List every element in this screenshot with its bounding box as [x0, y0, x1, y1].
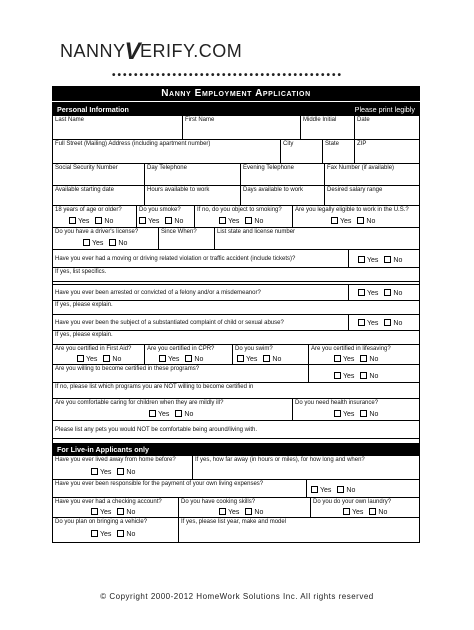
lived-away-no-checkbox[interactable]: [117, 468, 124, 475]
cooking-no-checkbox[interactable]: [245, 508, 252, 515]
license-question: Do you have a driver's license?: [53, 228, 159, 250]
license-yes-no[interactable]: Yes No: [83, 239, 127, 249]
days-available-field[interactable]: Days available to work: [241, 186, 325, 206]
health-insurance-no-checkbox[interactable]: [360, 410, 367, 417]
laundry-question: Do you do your own laundry?: [311, 498, 419, 518]
violation-yes-checkbox[interactable]: [358, 256, 365, 263]
street-address-field[interactable]: Full Street (Mailing) Address (including apartment number): [53, 140, 281, 164]
felony-yes-no[interactable]: Yes No: [358, 289, 402, 299]
cooking-yes-checkbox[interactable]: [219, 508, 226, 515]
felony-explain-field[interactable]: If yes, please explain.: [53, 301, 419, 315]
felony-no-checkbox[interactable]: [384, 289, 391, 296]
health-insurance-yes-checkbox[interactable]: [334, 410, 341, 417]
expenses-yes-checkbox[interactable]: [311, 486, 318, 493]
willing-no-checkbox[interactable]: [360, 372, 367, 379]
license-no-checkbox[interactable]: [109, 239, 116, 246]
age-yes-checkbox[interactable]: [69, 217, 76, 224]
form-title: Nanny Employment Application: [52, 86, 420, 101]
swim-yes-no[interactable]: Yes No: [237, 355, 281, 365]
salary-range-field[interactable]: Desired salary range: [325, 186, 419, 206]
lifesaving-yes-checkbox[interactable]: [334, 355, 341, 362]
state-field[interactable]: State: [323, 140, 355, 164]
violation-specifics-field[interactable]: If yes, list specifics.: [53, 268, 419, 282]
violation-no-checkbox[interactable]: [384, 256, 391, 263]
day-telephone-field[interactable]: Day Telephone: [145, 164, 241, 186]
first-aid-no-checkbox[interactable]: [103, 355, 110, 362]
swim-question: Do you swim?: [233, 345, 309, 365]
section-live-in: For Live-in Applicants only: [53, 443, 419, 456]
checking-question: Have you ever had a checking account?: [53, 498, 179, 518]
complaint-explain-field[interactable]: If yes, please explain.: [53, 331, 419, 345]
eligible-yes-no[interactable]: Yes No: [331, 217, 375, 227]
object-smoking-yes-no[interactable]: Yes No: [219, 217, 263, 227]
mildly-ill-no-checkbox[interactable]: [175, 410, 182, 417]
nannyverify-logo: NANNYVERIFY.COM: [60, 38, 243, 65]
first-aid-yes-checkbox[interactable]: [77, 355, 84, 362]
vehicle-no-checkbox[interactable]: [117, 530, 124, 537]
first-name-field[interactable]: First Name: [183, 116, 301, 140]
eligible-yes-checkbox[interactable]: [331, 217, 338, 224]
eligible-question: Are you legally eligible to work in the U.S.?: [293, 206, 419, 228]
violation-question: Have you ever had a moving or driving related violation or traffic accident (include tickets)?: [53, 250, 349, 268]
lifesaving-no-checkbox[interactable]: [360, 355, 367, 362]
checking-yes-no[interactable]: Yes No: [91, 508, 135, 518]
object-smoking-question: If no, do you object to smoking?: [195, 206, 293, 228]
cooking-question: Do you have cooking skills?: [179, 498, 311, 518]
smoke-no-checkbox[interactable]: [165, 217, 172, 224]
copyright-footer: © Copyright 2000-2012 HomeWork Solutions Inc. All rights reserved: [100, 592, 374, 601]
city-field[interactable]: City: [281, 140, 323, 164]
lifesaving-yes-no[interactable]: Yes No: [334, 355, 378, 365]
vehicle-question: Do you plan on bringing a vehicle?: [53, 518, 179, 542]
middle-initial-field[interactable]: Middle Initial: [301, 116, 355, 140]
smoke-yes-no[interactable]: Yes No: [139, 217, 183, 227]
not-willing-field[interactable]: If no, please list which programs you are NOT willing to become certified in: [53, 383, 419, 399]
lived-away-question: Have you ever lived away from home before?: [53, 456, 193, 480]
felony-yes-checkbox[interactable]: [358, 289, 365, 296]
object-smoking-no-checkbox[interactable]: [245, 217, 252, 224]
laundry-yes-checkbox[interactable]: [343, 508, 350, 515]
mildly-ill-yes-checkbox[interactable]: [149, 410, 156, 417]
swim-yes-checkbox[interactable]: [237, 355, 244, 362]
license-since-field[interactable]: Since When?: [159, 228, 215, 250]
fax-field[interactable]: Fax Number (if available): [325, 164, 419, 186]
health-insurance-question: Do you need health insurance?: [293, 399, 419, 421]
complaint-question: Have you ever been the subject of a substantiated complaint of child or sexual abuse?: [53, 315, 349, 331]
first-aid-yes-no[interactable]: Yes No: [77, 355, 121, 365]
start-date-field[interactable]: Available starting date: [53, 186, 145, 206]
date-field[interactable]: Date: [355, 116, 419, 140]
cpr-no-checkbox[interactable]: [185, 355, 192, 362]
ssn-field[interactable]: Social Security Number: [53, 164, 145, 186]
lived-away-yes-checkbox[interactable]: [91, 468, 98, 475]
expenses-yes-no[interactable]: Yes No: [311, 486, 355, 496]
complaint-yes-checkbox[interactable]: [358, 319, 365, 326]
eligible-no-checkbox[interactable]: [357, 217, 364, 224]
first-aid-question: Are you certified in First Aid?: [53, 345, 145, 365]
how-far-field[interactable]: If yes, how far away (in hours or miles), for how long and when?: [193, 456, 419, 480]
section-personal-information: Personal Information Please print legibly: [53, 103, 419, 116]
violation-yes-no[interactable]: Yes No: [358, 256, 402, 266]
expenses-no-checkbox[interactable]: [337, 486, 344, 493]
last-name-field[interactable]: Last Name: [53, 116, 183, 140]
smoke-question: Do you smoke?: [137, 206, 195, 228]
application-form: [52, 102, 420, 543]
swim-no-checkbox[interactable]: [263, 355, 270, 362]
felony-question: Have you ever been arrested or convicted of a felony and/or a misdemeanor?: [53, 285, 349, 301]
willing-yes-no[interactable]: Yes No: [334, 372, 378, 382]
hours-available-field[interactable]: Hours available to work: [145, 186, 241, 206]
pets-field[interactable]: Please list any pets you would NOT be comfortable being around/living with.: [53, 421, 419, 439]
license-number-field[interactable]: List state and license number: [215, 228, 419, 250]
age-no-checkbox[interactable]: [95, 217, 102, 224]
mildly-ill-question: Are you comfortable caring for children when they are mildly ill?: [53, 399, 293, 421]
checking-yes-checkbox[interactable]: [91, 508, 98, 515]
cooking-yes-no[interactable]: Yes No: [219, 508, 263, 518]
cpr-question: Are you certified in CPR?: [145, 345, 233, 365]
laundry-no-checkbox[interactable]: [369, 508, 376, 515]
willing-question: Are you willing to become certified in these programs?: [53, 365, 309, 383]
age-question: 18 years of age or older?: [53, 206, 137, 228]
cpr-yes-no[interactable]: Yes No: [159, 355, 203, 365]
vehicle-yes-no[interactable]: Yes No: [91, 530, 135, 540]
mildly-ill-yes-no[interactable]: Yes No: [149, 410, 193, 420]
cpr-yes-checkbox[interactable]: [159, 355, 166, 362]
complaint-yes-no[interactable]: Yes No: [358, 319, 402, 329]
checking-no-checkbox[interactable]: [117, 508, 124, 515]
smoke-yes-checkbox[interactable]: [139, 217, 146, 224]
lived-away-yes-no[interactable]: Yes No: [91, 468, 135, 478]
expenses-question: Have you ever been responsible for the payment of your own living expenses?: [53, 480, 307, 498]
dotted-divider: ••••••••••••••••••••••••••••••••••••••••••: [112, 70, 344, 81]
complaint-no-checkbox[interactable]: [384, 319, 391, 326]
age-yes-no[interactable]: Yes No: [69, 217, 113, 227]
vehicle-yes-checkbox[interactable]: [91, 530, 98, 537]
laundry-yes-no[interactable]: Yes No: [343, 508, 387, 518]
willing-yes-checkbox[interactable]: [334, 372, 341, 379]
health-insurance-yes-no[interactable]: Yes No: [334, 410, 378, 420]
vehicle-details-field[interactable]: If yes, please list year, make and model: [181, 519, 287, 525]
object-smoking-yes-checkbox[interactable]: [219, 217, 226, 224]
zip-field[interactable]: ZIP: [355, 140, 419, 164]
license-yes-checkbox[interactable]: [83, 239, 90, 246]
evening-telephone-field[interactable]: Evening Telephone: [241, 164, 325, 186]
lifesaving-question: Are you certified in lifesaving?: [309, 345, 419, 365]
